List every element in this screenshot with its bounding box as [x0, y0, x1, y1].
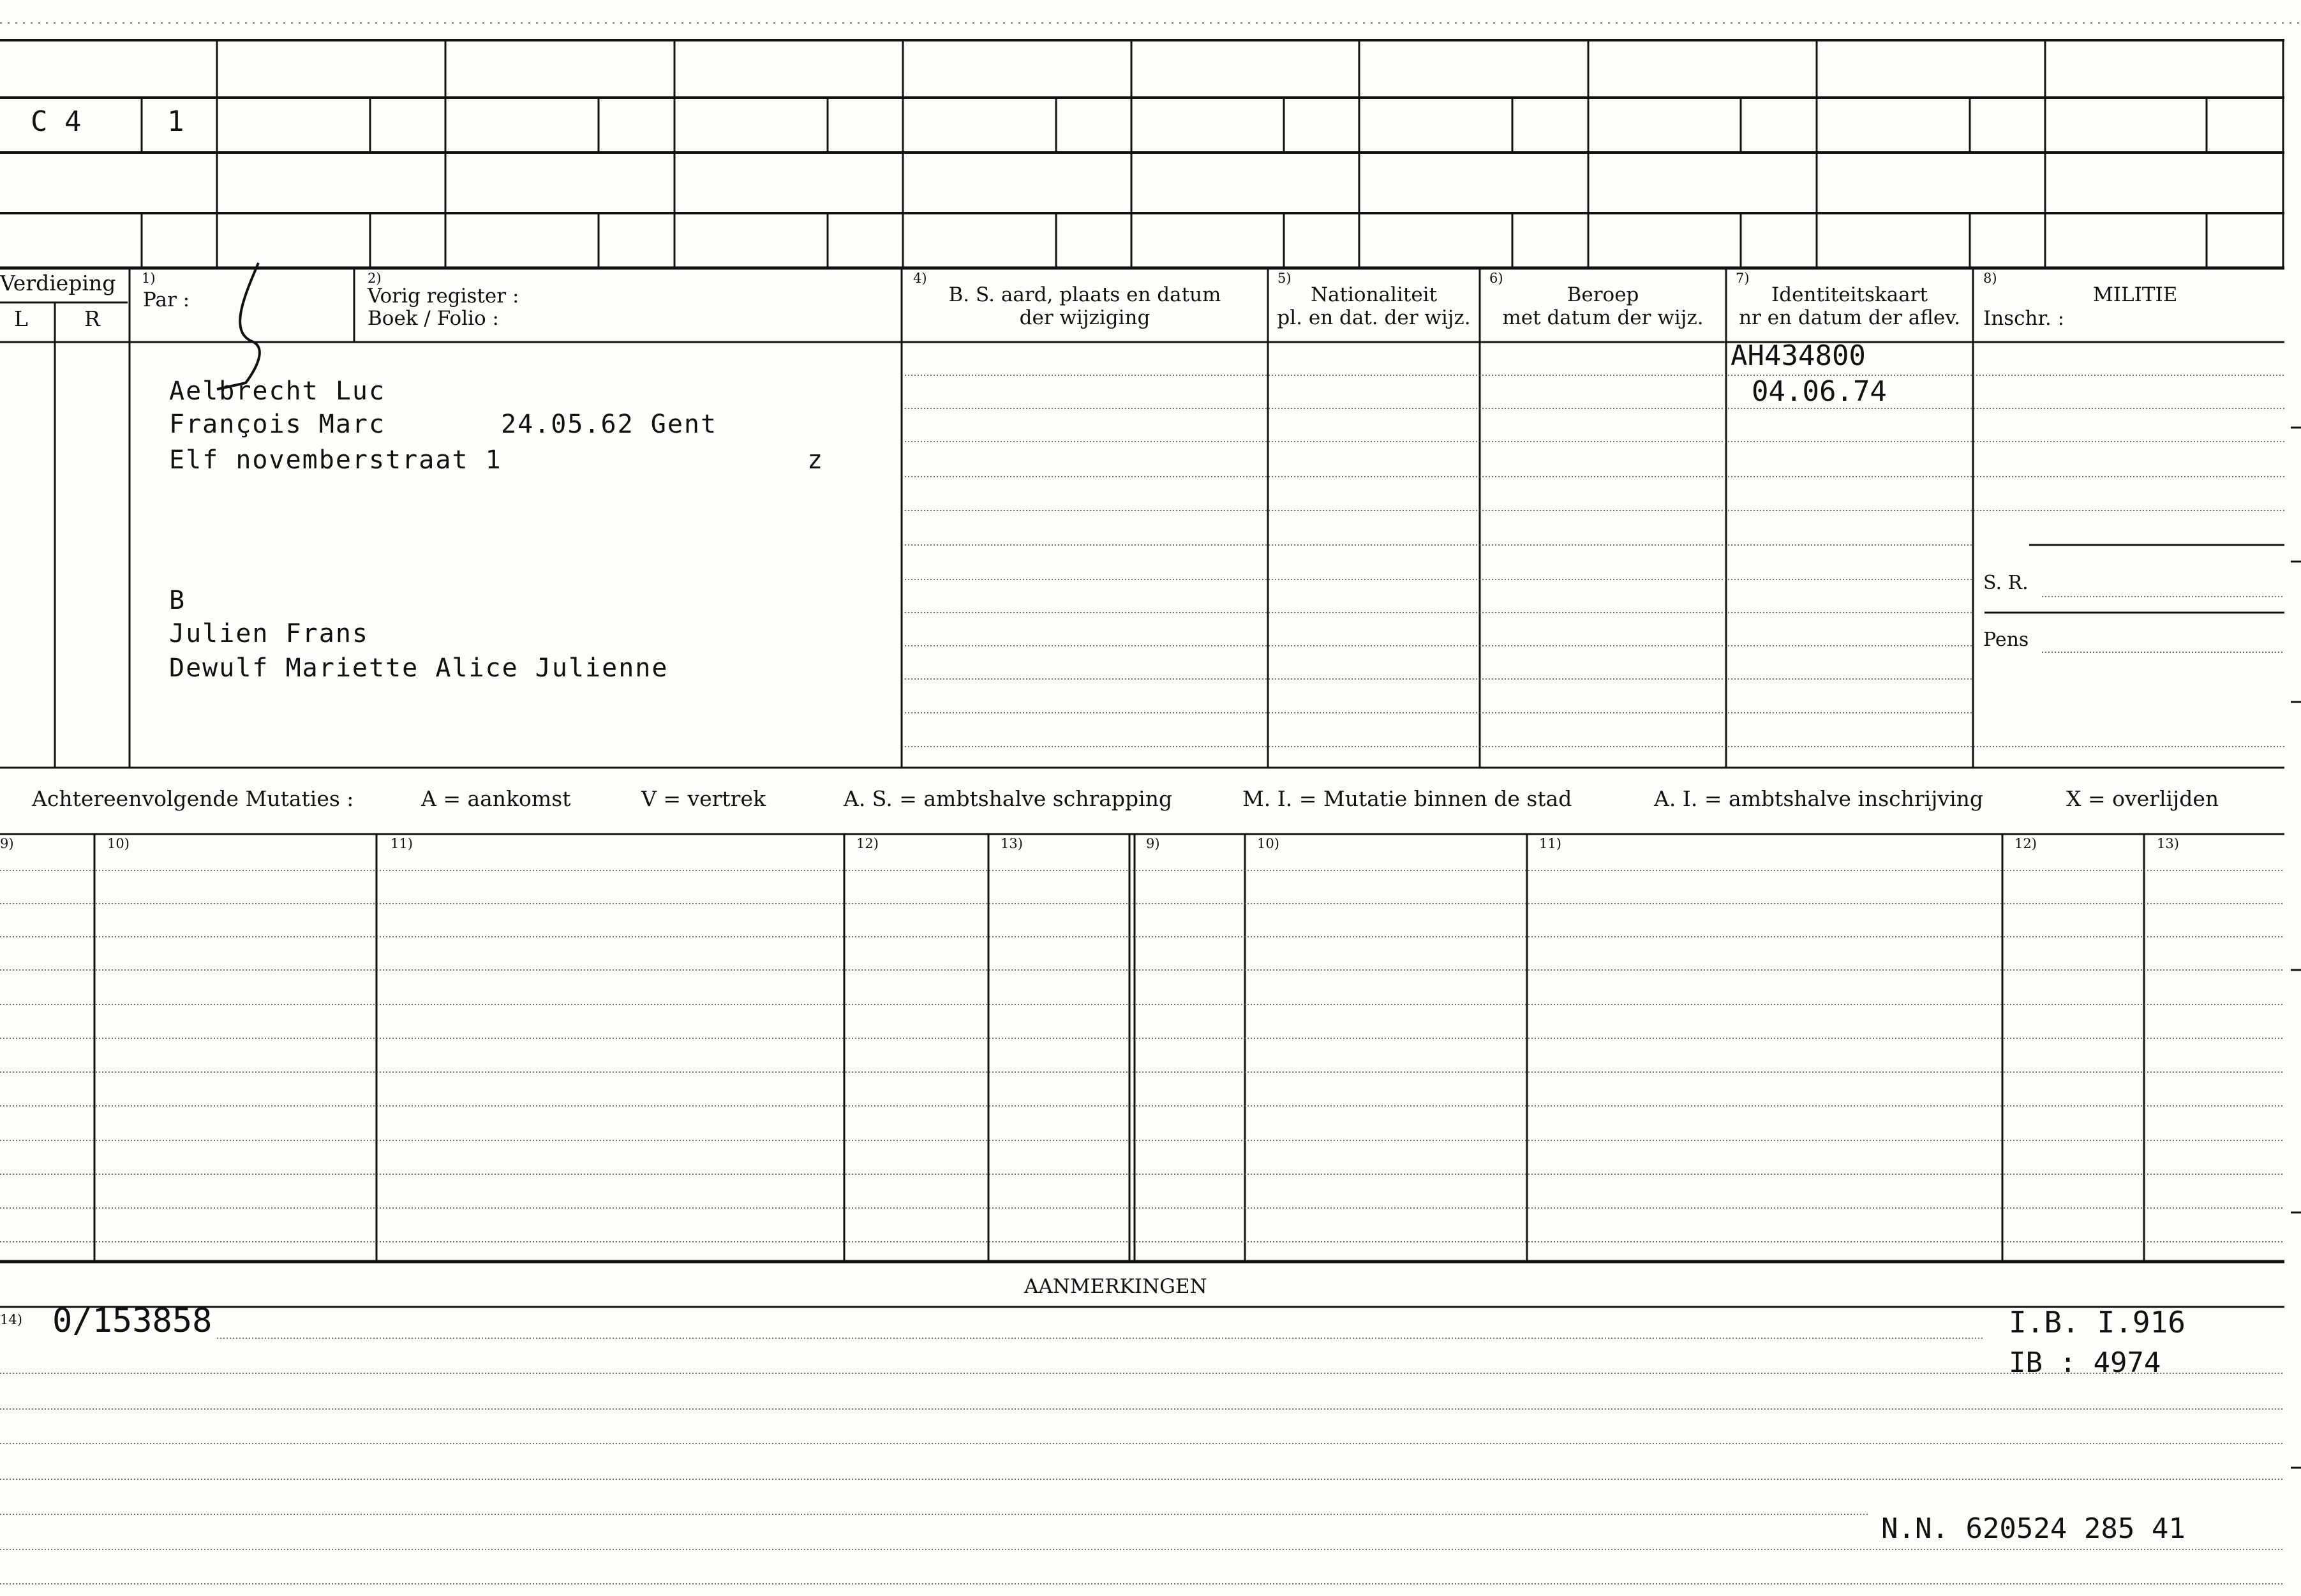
- mut-col-10b: 10): [1257, 836, 1279, 851]
- header-inschr: Inschr. :: [1983, 307, 2065, 330]
- code-number: 1: [167, 105, 184, 138]
- header-r: R: [84, 306, 100, 331]
- col-number-5: 5): [1277, 271, 1292, 286]
- label-sr: S. R.: [1983, 572, 2029, 594]
- header-l: L: [14, 306, 28, 331]
- code-letter: C 4: [31, 105, 82, 138]
- header-verdieping: Verdieping: [0, 271, 116, 295]
- name-line-2: François Marc: [169, 410, 386, 439]
- header-militie: MILITIE: [2093, 283, 2178, 306]
- mut-col-10a: 10): [107, 836, 130, 851]
- col-number-7: 7): [1736, 271, 1750, 286]
- mut-col-9b: 9): [1146, 836, 1160, 851]
- mut-col-12a: 12): [856, 836, 879, 851]
- mut-col-9a: 9): [0, 836, 14, 851]
- remark-ib-2: IB : 4974: [2009, 1346, 2161, 1379]
- mut-col-11b: 11): [1539, 836, 1561, 851]
- id-card-date: 04.06.74: [1752, 375, 1887, 408]
- col-number-8: 8): [1983, 271, 1997, 286]
- header-identiteitskaart: Identiteitskaart nr en datum der aflev.: [1739, 283, 1960, 329]
- address-mark: z: [807, 445, 824, 475]
- legend-a: A = aankomst: [421, 786, 571, 811]
- header-boek-folio: Boek / Folio :: [368, 307, 499, 330]
- mut-col-12b: 12): [2014, 836, 2037, 851]
- mother-name: Dewulf Mariette Alice Julienne: [169, 653, 669, 683]
- col-number-4: 4): [913, 271, 927, 286]
- header-bs-aard: B. S. aard, plaats en datum der wijziging: [948, 283, 1221, 329]
- mut-col-11a: 11): [391, 836, 413, 851]
- label-pens: Pens: [1983, 629, 2029, 651]
- col-number-1: 1): [142, 271, 156, 286]
- header-beroep: Beroep met datum der wijz.: [1502, 283, 1704, 329]
- legend-x: X = overlijden: [2066, 786, 2219, 811]
- col-number-2: 2): [368, 271, 382, 286]
- header-nationaliteit: Nationaliteit pl. en dat. der wijz.: [1277, 283, 1471, 329]
- legend-v: V = vertrek: [641, 786, 766, 811]
- mutaties-title: Achtereenvolgende Mutaties :: [32, 786, 354, 811]
- birth-date-place: 24.05.62 Gent: [501, 410, 718, 439]
- legend-ai: A. I. = ambtshalve inschrijving: [1654, 786, 1984, 811]
- remark-dossier-number: 0/153858: [52, 1302, 212, 1340]
- national-number: N.N. 620524 285 41: [1881, 1512, 2186, 1545]
- mut-col-13b: 13): [2157, 836, 2179, 851]
- legend-as: A. S. = ambtshalve schrapping: [844, 786, 1173, 811]
- id-card-number: AH434800: [1731, 339, 1866, 372]
- letter-b: B: [169, 586, 186, 615]
- address-line: Elf novemberstraat 1: [169, 445, 502, 475]
- col-number-6: 6): [1489, 271, 1503, 286]
- remark-ib-1: I.B. I.916: [2009, 1305, 2186, 1339]
- mut-col-13a: 13): [1001, 836, 1023, 851]
- aanmerkingen-title: AANMERKINGEN: [1024, 1275, 1207, 1298]
- legend-mi: M. I. = Mutatie binnen de stad: [1242, 786, 1572, 811]
- remarks-col-14: 14): [0, 1312, 22, 1327]
- name-line-1: Aelbrecht Luc: [169, 377, 386, 406]
- header-par: Par :: [143, 288, 190, 311]
- header-vorig-register: Vorig register :: [368, 285, 519, 308]
- father-name: Julien Frans: [169, 619, 369, 648]
